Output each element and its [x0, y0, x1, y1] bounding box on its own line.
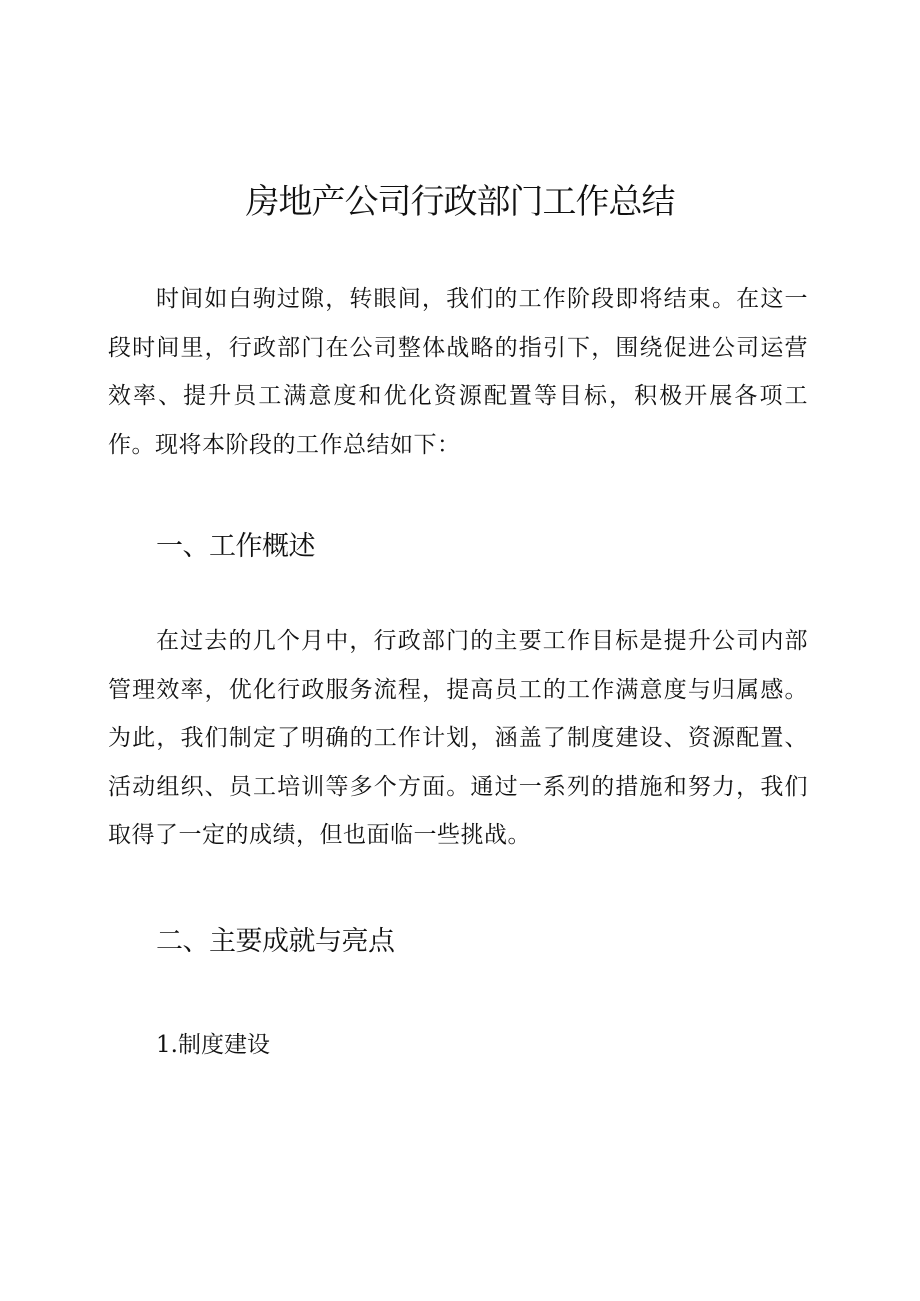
- section-heading-overview: 一、工作概述: [156, 531, 315, 562]
- subheading-system-building: 1.制度建设: [156, 1032, 270, 1058]
- overview-paragraph: 在过去的几个月中，行政部门的主要工作目标是提升公司内部管理效率，优化行政服务流程，提高员工的工作满意度与归属感。为此，我们制定了明确的工作计划，涵盖了制度建设、资源配置、活动组织、员工培训等多个方面。通过一系列的措施和努力，我们取得了一定的成绩，但也面临一些挑战。: [108, 628, 808, 848]
- section-heading-achievements: 二、主要成就与亮点: [156, 926, 395, 957]
- intro-paragraph: 时间如白驹过隙，转眼间，我们的工作阶段即将结束。在这一段时间里，行政部门在公司整体战略的指引下，围绕促进公司运营效率、提升员工满意度和优化资源配置等目标，积极开展各项工作。现将本阶段的工作总结如下：: [108, 286, 808, 458]
- document-title: 房地产公司行政部门工作总结: [245, 182, 675, 222]
